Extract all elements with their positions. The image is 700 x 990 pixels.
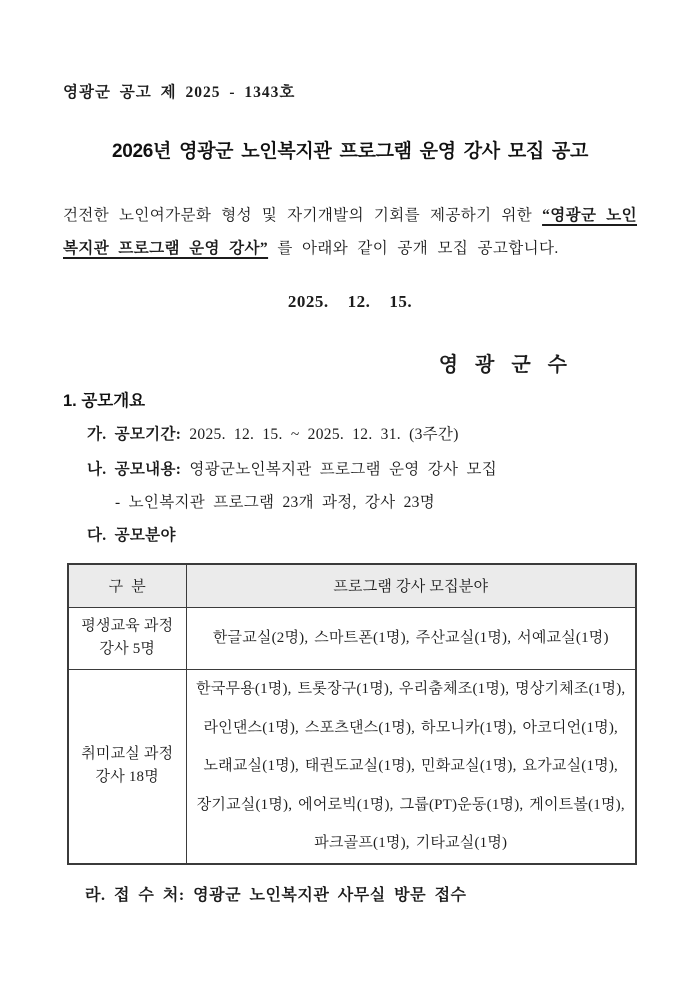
table-header-category: 구 분 (68, 564, 186, 607)
page-title: 2026년 영광군 노인복지관 프로그램 운영 강사 모집 공고 (111, 141, 589, 162)
outline-item-reception (85, 882, 637, 905)
outline-item-period-label: 가. 공모기간: (87, 426, 182, 443)
category-line: 취미교실 과정 (81, 746, 174, 763)
announcement-date: 2025. 12. 15. (287, 292, 413, 311)
outline-item-detail-dash: - (115, 494, 121, 511)
category-line: 평생교육 과정 (81, 618, 174, 634)
outline-item-reception-label: 라. 접 수 처: (85, 887, 185, 904)
table-header-row (68, 564, 636, 607)
outline-item-content-label: 나. 공모내용: (87, 461, 182, 478)
outline-item-detail-text: 노인복지관 프로그램 23개 과정, 강사 23명 (128, 494, 436, 511)
program-line: 한글교실(2명), 스마트폰(1명), 주산교실(1명), 서예교실(1명) (212, 630, 609, 646)
programs-cell-lifelong (186, 607, 636, 669)
signer-name: 영 광 군 수 (438, 354, 573, 376)
program-line: 장기교실(1명), 에어로빅(1명), 그룹(PT)운동(1명), 게이트볼(1명), (196, 796, 625, 813)
category-cell-hobby (68, 669, 186, 864)
intro-paragraph (63, 199, 637, 265)
intro-text-pre: 건전한 노인여가문화 형성 및 자기개발의 기회를 제공하기 위한 (63, 207, 543, 224)
table-row-hobby (68, 669, 636, 864)
table-row-lifelong (68, 607, 636, 669)
outline-item-field (87, 525, 637, 547)
programs-cell-hobby (186, 669, 636, 864)
program-line: 파크골프(1명), 기타교실(1명) (314, 835, 508, 851)
doc-number: 영광군 공고 제 2025 - 1343호 (63, 84, 296, 101)
section-heading-overview: 1. 공모개요 (63, 392, 146, 410)
intro-emphasis: “영광군 노인복지관 프로그램 운영 강사” (63, 207, 637, 257)
program-line: 라인댄스(1명), 스포츠댄스(1명), 하모니카(1명), 아코디언(1명), (203, 719, 618, 736)
outline-item-period-text: 2025. 12. 15. ~ 2025. 12. 31. (3주간) (189, 426, 459, 443)
outline-item-field-label: 다. 공모분야 (87, 527, 176, 544)
outline-item-period (87, 424, 637, 446)
outline-item-content-text: 영광군노인복지관 프로그램 운영 강사 모집 (189, 461, 497, 478)
program-line: 노래교실(1명), 태권도교실(1명), 민화교실(1명), 요가교실(1명), (203, 758, 618, 774)
outline-item-detail (115, 492, 637, 514)
table-header-field: 프로그램 강사 모집분야 (186, 564, 636, 607)
category-line: 강사 18명 (95, 769, 159, 786)
category-cell-lifelong (68, 607, 186, 669)
category-line: 강사 5명 (99, 641, 156, 657)
program-line: 한국무용(1명), 트롯장구(1명), 우리춤체조(1명), 명상기체조(1명), (196, 681, 626, 697)
intro-text-post: 를 아래와 같이 공개 모집 공고합니다. (268, 240, 559, 257)
recruit-field-table (67, 563, 637, 865)
outline-item-reception-text: 영광군 노인복지관 사무실 방문 접수 (193, 887, 467, 904)
outline-item-content (87, 459, 637, 481)
